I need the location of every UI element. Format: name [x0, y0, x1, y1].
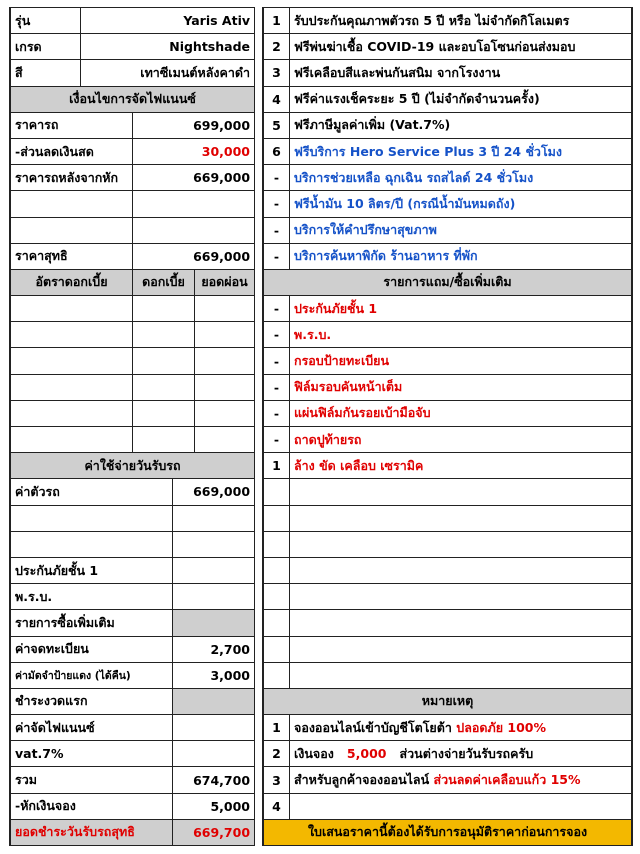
registration-label: ค่าจดทะเบียน	[11, 636, 173, 662]
blank-cell	[173, 531, 255, 557]
blank-cell	[133, 296, 195, 322]
car-cost-value: 669,000	[173, 479, 255, 505]
blank-cell	[133, 400, 195, 426]
insurance-label: ประกันภัยชั้น 1	[11, 557, 173, 583]
blank-cell	[264, 531, 290, 557]
blank-cell	[133, 427, 195, 453]
benefit-text: บริการให้คำปรึกษาสุขภาพ	[290, 217, 632, 243]
blank-cell	[173, 610, 255, 636]
blank-cell	[264, 479, 290, 505]
blank-cell	[11, 505, 173, 531]
gifts-header: รายการแถม/ซื้อเพิ่มเติม	[264, 269, 632, 295]
plate-deposit-label: ค่ามัดจำป้ายแดง (ได้คืน)	[11, 662, 173, 688]
sum-label: รวม	[11, 767, 173, 793]
gift-no: -	[264, 296, 290, 322]
blank-cell	[173, 688, 255, 714]
blank-cell	[173, 584, 255, 610]
blank-cell	[133, 348, 195, 374]
note-3-text: สำหรับลูกค้าจองออนไลน์	[294, 772, 430, 788]
benefit-text: ฟรีน้ำมัน 10 ลิตร/ปี (กรณีน้ำมันหมดถัง)	[290, 191, 632, 217]
model-value: Yaris Ativ	[81, 8, 255, 34]
right-panel	[262, 7, 633, 846]
compulsory-label: พ.ร.บ.	[11, 584, 173, 610]
note-3-highlight: ส่วนลดค่าเคลือบแก้ว 15%	[433, 772, 581, 788]
note-no: 1	[264, 715, 290, 741]
note-1-text: จองออนไลน์เข้าบัญชีโตโยต้า	[294, 719, 452, 735]
blank-cell	[290, 636, 632, 662]
note-2-text-a: เงินจอง	[294, 745, 334, 761]
first-installment-label: ชำระงวดแรก	[11, 688, 173, 714]
blank-cell	[11, 427, 133, 453]
benefit-text: ฟรีภาษีมูลค่าเพิ่ม (Vat.7%)	[290, 112, 632, 138]
price-value: 699,000	[133, 112, 255, 138]
interest-table	[10, 269, 255, 453]
extra-purchase-label: รายการซื้อเพิ่มเติม	[11, 610, 173, 636]
benefit-no: 2	[264, 34, 290, 60]
interest-rate-header: อัตราดอกเบี้ย	[11, 269, 133, 295]
delivery-header: ค่าใช้จ่ายวันรับรถ	[11, 453, 255, 479]
benefit-no: 1	[264, 8, 290, 34]
benefits-table	[263, 7, 632, 846]
finance-fee-label: ค่าจัดไฟแนนซ์	[11, 715, 173, 741]
delivery-table	[10, 452, 255, 846]
footer-disclaimer: ใบเสนอราคานี้ต้องได้รับการอนุมัติราคาก่อนการจอง	[264, 819, 632, 845]
deposit-value: 5,000	[173, 793, 255, 819]
color-label: สี	[11, 60, 81, 86]
gift-no: -	[264, 374, 290, 400]
note-3	[290, 767, 632, 793]
note-1-highlight: ปลอดภัย 100%	[456, 719, 547, 735]
gift-no: -	[264, 400, 290, 426]
blank-cell	[290, 479, 632, 505]
benefit-no: -	[264, 217, 290, 243]
gift-text: ประกันภัยชั้น 1	[290, 296, 632, 322]
gift-no: -	[264, 427, 290, 453]
blank-cell	[264, 662, 290, 688]
benefit-no: 6	[264, 138, 290, 164]
price-label: ราคารถ	[11, 112, 133, 138]
blank-cell	[195, 427, 255, 453]
blank-cell	[290, 793, 632, 819]
gift-text: ล้าง ขัด เคลือบ เซรามิค	[290, 453, 632, 479]
left-table	[10, 7, 255, 270]
gift-no: -	[264, 348, 290, 374]
after-discount-label: ราคารถหลังจากหัก	[11, 165, 133, 191]
note-no: 2	[264, 741, 290, 767]
gift-text: แผ่นฟิล์มกันรอยเบ้ามือจับ	[290, 400, 632, 426]
blank-cell	[173, 557, 255, 583]
installment-header: ยอดผ่อน	[195, 269, 255, 295]
benefit-no: 3	[264, 60, 290, 86]
blank-cell	[173, 741, 255, 767]
benefit-text: ฟรีเคลือบสีและพ่นกันสนิม จากโรงงาน	[290, 60, 632, 86]
benefit-text: ฟรีบริการ Hero Service Plus 3 ปี 24 ชั่วโมง	[290, 138, 632, 164]
gift-text: พ.ร.บ.	[290, 322, 632, 348]
blank-cell	[11, 191, 133, 217]
benefit-no: 4	[264, 86, 290, 112]
left-panel	[9, 7, 255, 846]
blank-cell	[173, 715, 255, 741]
blank-cell	[264, 505, 290, 531]
interest-header: ดอกเบี้ย	[133, 269, 195, 295]
vat-label: vat.7%	[11, 741, 173, 767]
blank-cell	[290, 610, 632, 636]
blank-cell	[264, 557, 290, 583]
blank-cell	[290, 584, 632, 610]
gift-no: 1	[264, 453, 290, 479]
grade-value: Nightshade	[81, 34, 255, 60]
blank-cell	[195, 322, 255, 348]
net-due-value: 669,700	[173, 819, 255, 845]
discount-label: -ส่วนลดเงินสด	[11, 138, 133, 164]
benefit-no: -	[264, 243, 290, 269]
blank-cell	[195, 348, 255, 374]
net-due-label: ยอดชำระวันรับรถสุทธิ	[11, 819, 173, 845]
after-discount-value: 669,000	[133, 165, 255, 191]
blank-cell	[264, 584, 290, 610]
blank-cell	[133, 322, 195, 348]
blank-cell	[290, 662, 632, 688]
blank-cell	[290, 505, 632, 531]
gift-text: ฟิล์มรอบคันหน้าเต็ม	[290, 374, 632, 400]
blank-cell	[11, 217, 133, 243]
note-2	[290, 741, 632, 767]
note-2-text-b: ส่วนต่างจ่ายวันรับรถครับ	[399, 745, 534, 761]
blank-cell	[133, 217, 255, 243]
deposit-label: -หักเงินจอง	[11, 793, 173, 819]
benefit-text: ฟรีพ่นฆ่าเชื้อ COVID-19 และอบโอโซนก่อนส่งมอบ	[290, 34, 632, 60]
sum-value: 674,700	[173, 767, 255, 793]
blank-cell	[11, 296, 133, 322]
gift-text: ถาดปูท้ายรถ	[290, 427, 632, 453]
benefit-no: 5	[264, 112, 290, 138]
note-1	[290, 715, 632, 741]
benefit-text: บริการค้นหาพิกัด ร้านอาหาร ที่พัก	[290, 243, 632, 269]
gift-no: -	[264, 322, 290, 348]
gift-text: กรอบป้ายทะเบียน	[290, 348, 632, 374]
car-cost-label: ค่าตัวรถ	[11, 479, 173, 505]
blank-cell	[11, 374, 133, 400]
benefit-text: ฟรีค่าแรงเช็คระยะ 5 ปี (ไม่จำกัดจำนวนครั้ง)	[290, 86, 632, 112]
blank-cell	[173, 505, 255, 531]
blank-cell	[11, 322, 133, 348]
benefit-no: -	[264, 165, 290, 191]
note-2-amount: 5,000	[346, 745, 387, 761]
blank-cell	[264, 610, 290, 636]
blank-cell	[11, 531, 173, 557]
model-label: รุ่น	[11, 8, 81, 34]
net-price-label: ราคาสุทธิ	[11, 243, 133, 269]
blank-cell	[195, 296, 255, 322]
net-price-value: 669,000	[133, 243, 255, 269]
notes-header: หมายเหตุ	[264, 688, 632, 714]
benefit-no: -	[264, 191, 290, 217]
blank-cell	[264, 636, 290, 662]
blank-cell	[11, 400, 133, 426]
blank-cell	[290, 531, 632, 557]
blank-cell	[195, 400, 255, 426]
benefit-text: รับประกันคุณภาพตัวรถ 5 ปี หรือ ไม่จำกัดกิโลเมตร	[290, 8, 632, 34]
plate-deposit-value: 3,000	[173, 662, 255, 688]
blank-cell	[133, 374, 195, 400]
blank-cell	[290, 557, 632, 583]
note-no: 3	[264, 767, 290, 793]
note-no: 4	[264, 793, 290, 819]
grade-label: เกรด	[11, 34, 81, 60]
color-value: เทาซีเมนต์หลังคาดำ	[81, 60, 255, 86]
finance-header: เงื่อนไขการจัดไฟแนนซ์	[11, 86, 255, 112]
blank-cell	[11, 348, 133, 374]
registration-value: 2,700	[173, 636, 255, 662]
blank-cell	[133, 191, 255, 217]
discount-value: 30,000	[133, 138, 255, 164]
blank-cell	[195, 374, 255, 400]
benefit-text: บริการช่วยเหลือ ฉุกเฉิน รถสไลด์ 24 ชั่วโมง	[290, 165, 632, 191]
